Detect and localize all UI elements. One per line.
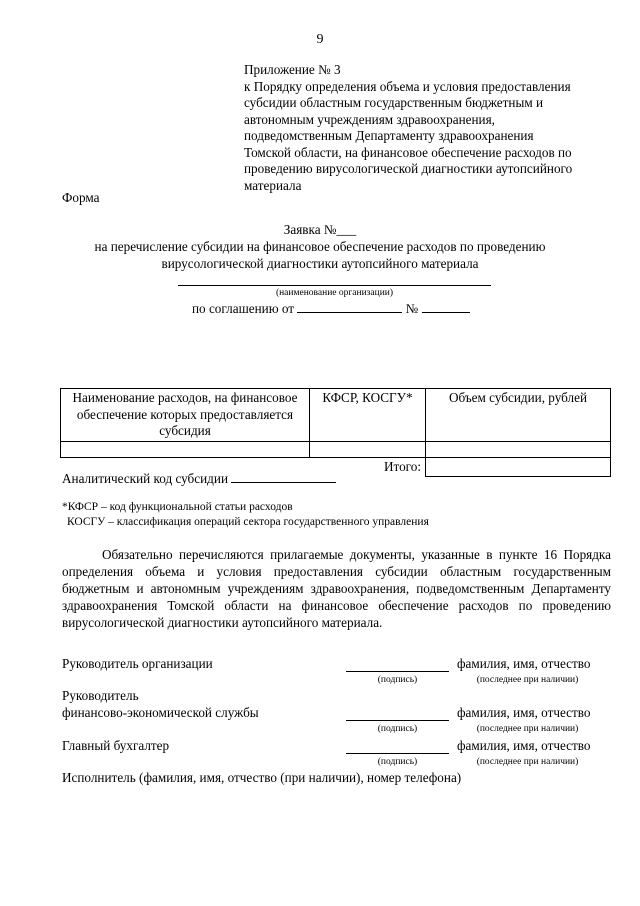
body-paragraph <box>62 546 611 631</box>
table-cell[interactable] <box>310 441 426 457</box>
analytic-code-field[interactable] <box>231 470 336 483</box>
appendix-line: автономным учреждениям здравоохранения, <box>244 111 495 127</box>
table-row <box>61 441 611 457</box>
agreement-number-label: № <box>405 301 419 316</box>
footnote: *КФСР – код функциональной статьи расходов <box>62 501 293 513</box>
name-caption: (последнее при наличии) <box>476 724 579 734</box>
form-label: Форма <box>62 190 100 205</box>
appendix-line: Приложение № 3 <box>244 62 341 77</box>
table-total-value[interactable] <box>426 457 611 476</box>
name-caption: (последнее при наличии) <box>476 675 579 685</box>
page-number: 9 <box>316 32 324 47</box>
signatory-name: фамилия, имя, отчество <box>457 738 591 753</box>
name-caption: (последнее при наличии) <box>476 757 579 767</box>
table-cell[interactable] <box>61 441 310 457</box>
signature-caption: (подпись) <box>377 675 418 685</box>
analytic-code-row <box>62 470 336 487</box>
analytic-code-label: Аналитический код субсидии <box>62 471 228 486</box>
appendix-line: Томской области, на финансовое обеспечение расходов по <box>244 144 572 160</box>
request-title: Заявка №___ <box>283 222 357 237</box>
signature-caption: (подпись) <box>377 724 418 734</box>
signatory-label: Руководитель <box>62 688 139 703</box>
org-name-caption: (наименование организации) <box>275 288 394 298</box>
appendix-line: субсидии областным государственным бюджетным и <box>244 95 544 110</box>
appendix-line: проведению вирусологической диагностики аутопсийного <box>244 161 573 176</box>
signatory-label: Главный бухгалтер <box>62 738 170 753</box>
footnotes <box>62 500 429 530</box>
table-header-cell: КФСР, КОСГУ* <box>310 389 426 442</box>
signatory-label: Руководитель организации <box>62 656 213 671</box>
appendix-header <box>244 62 614 194</box>
agreement-line <box>192 300 470 317</box>
table-header-row <box>61 389 611 442</box>
appendix-line: подведомственным Департаменту здравоохранения <box>244 128 534 143</box>
table-cell[interactable] <box>426 441 611 457</box>
table-header-cell: Объем субсидии, рублей <box>426 389 611 442</box>
signatory-name: фамилия, имя, отчество <box>457 705 591 720</box>
signatory-label-2: финансово-экономической службы <box>62 705 259 720</box>
body-text: Обязательно перечисляются прилагаемые документы, указанные в пункте 16 Порядка определения объема и условия предоставления субсидии областным государственным бюджетным и автономным учреждениям здравоохранения, подведомственным Департаменту здравоохранения Томской области на финансовое обеспечение расходов по проведению вирусологической диагностики аутопсийного материала. <box>62 547 611 630</box>
appendix-line: к Порядку определения объема и условия предоставления <box>244 78 571 94</box>
appendix-line: материала <box>244 177 302 193</box>
request-subtitle-1: на перечисление субсидии на финансовое обеспечение расходов по проведению <box>94 239 546 254</box>
org-name-line[interactable] <box>178 285 491 286</box>
footnote: КОСГУ – классификация операций сектора государственного управления <box>67 516 429 528</box>
table-total-label: Итого: <box>61 457 426 476</box>
signatory-name: фамилия, имя, отчество <box>457 656 591 671</box>
executor-line: Исполнитель (фамилия, имя, отчество (при наличии), номер телефона) <box>62 770 462 785</box>
request-subtitle-2: вирусологической диагностики аутопсийного материала <box>161 256 479 271</box>
expense-table <box>60 388 611 477</box>
agreement-number-field[interactable] <box>422 300 470 313</box>
agreement-prefix: по соглашению от <box>192 301 295 316</box>
signature-caption: (подпись) <box>377 757 418 767</box>
table-header-cell: Наименование расходов, на финансовое обеспечение которых предоставляется субсидия <box>61 389 310 442</box>
agreement-date-field[interactable] <box>297 300 402 313</box>
